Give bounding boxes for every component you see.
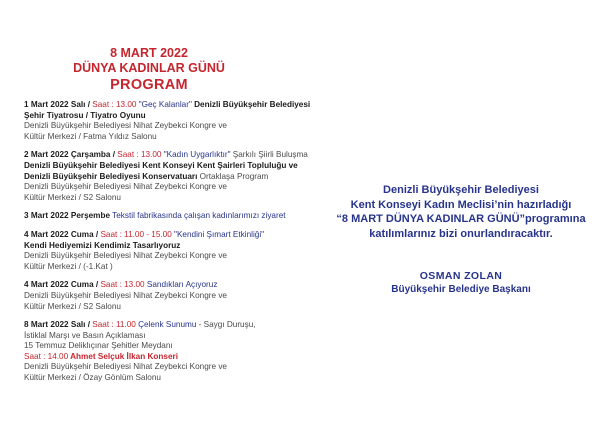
event-line	[24, 111, 314, 122]
event-text-segment: Saat : 13.00	[100, 280, 145, 290]
invitation-column	[316, 183, 606, 297]
event-line	[24, 193, 314, 204]
event-line	[24, 132, 314, 143]
event-text-segment: Denizli Büyükşehir Belediyesi Nihat Zeybekci Kongre ve	[24, 182, 227, 192]
signatory-name: OSMAN ZOLAN	[419, 270, 503, 282]
event-line	[24, 161, 314, 172]
event-text-segment: Ahmet Selçuk İlkan Konseri	[68, 351, 178, 361]
event-line	[24, 373, 314, 384]
event-text-segment: 4 Mart 2022 Cuma /	[24, 280, 101, 290]
event-line	[24, 241, 314, 252]
event-line	[24, 251, 314, 262]
event-text-segment: Şehir Tiyatrosu / Tiyatro Oyunu	[24, 110, 146, 120]
event-line	[24, 150, 314, 161]
event-text-segment: Kültür Merkezi / S2 Salonu	[24, 301, 121, 311]
event-text-segment: İstiklal Marşı ve Basın Açıklaması	[24, 330, 146, 340]
event-line	[24, 262, 314, 273]
event-list	[24, 100, 314, 384]
signatory-title: Büyükşehir Belediye Başkanı	[391, 284, 531, 295]
event-text-segment: Denizli Büyükşehir Belediyesi Nihat Zeybekci Kongre ve	[24, 362, 227, 372]
event-text-segment: Saat : 14.00	[24, 351, 69, 361]
event-text-segment: Denizli Büyükşehir Belediyesi Konservatuarı	[24, 171, 198, 181]
event-text-segment: 15 Temmuz Deliklıçınar Şehitler Meydanı	[24, 341, 173, 351]
event-text-segment: Tekstil fabrikasında çalışan kadınlarımızı ziyaret	[110, 211, 286, 221]
event-text-segment: "Kendini Şımart Etkinliği"	[171, 229, 265, 239]
event-text-segment: Sandıkları Açıyoruz	[144, 280, 218, 290]
event-line	[24, 352, 314, 363]
event-text-segment: 8 Mart 2022 Salı /	[24, 320, 93, 330]
event-line	[24, 331, 314, 342]
event-text-segment: Şarkılı Şiirli Buluşma	[230, 150, 308, 160]
invitation-line-1: Denizli Büyükşehir Belediyesi	[383, 184, 539, 196]
event-line	[24, 280, 314, 291]
event-text-segment: Denizli Büyükşehir Belediyesi Nihat Zeybekci Kongre ve	[24, 121, 227, 131]
event-item	[24, 320, 314, 384]
event-date-heading: 8 MART 2022	[110, 46, 188, 60]
event-line	[24, 302, 314, 313]
invitation-line-3: “8 MART DÜNYA KADINLAR GÜNÜ”programına	[336, 213, 586, 225]
event-text-segment: 2 Mart 2022 Çarşamba /	[24, 150, 118, 160]
event-text-segment: Denizli Büyükşehir Belediyesi Kent Konseyi Kent Şairleri Topluluğu ve	[24, 160, 298, 170]
event-text-segment: "Geç Kalanlar"	[136, 100, 192, 109]
event-item	[24, 150, 314, 203]
event-text-segment: 4 Mart 2022 Cuma /	[24, 229, 101, 239]
event-text-segment: Denizli Büyükşehir Belediyesi Nihat Zeybekci Kongre ve	[24, 251, 227, 261]
event-line	[24, 172, 314, 183]
invitation-line-2: Kent Konseyi Kadın Meclisi’nin hazırladığı	[350, 198, 572, 211]
event-text-segment: Kendi Hediyemizi Kendimiz Tasarlıyoruz	[24, 240, 181, 250]
event-text-segment: - Saygı Duruşu,	[196, 320, 256, 330]
event-text-segment: Saat : 13.00	[117, 150, 162, 160]
event-text-segment: Ortaklaşa Program	[197, 171, 269, 181]
event-text-segment: 1 Mart 2022 Salı /	[24, 100, 93, 109]
event-text-segment: Saat : 11.00	[92, 320, 136, 330]
event-line	[24, 362, 314, 373]
event-item	[24, 100, 314, 142]
event-item	[24, 211, 314, 222]
event-text-segment: Saat : 11.00 - 15.00	[100, 229, 172, 239]
program-heading: PROGRAM	[110, 77, 188, 93]
event-text-segment: 3 Mart 2022 Perşembe	[24, 211, 111, 221]
event-text-segment: Kültür Merkezi / (-1.Kat )	[24, 261, 113, 271]
event-text-segment: Kültür Merkezi / Özay Gönlüm Salonu	[24, 373, 161, 383]
program-column	[24, 46, 314, 392]
event-text-segment: Kültür Merkezi / S2 Salonu	[24, 192, 121, 202]
event-text-segment: Denizli Büyükşehir Belediyesi	[191, 100, 311, 109]
event-line	[24, 320, 314, 331]
event-line	[24, 211, 314, 222]
event-line	[24, 100, 314, 111]
event-line	[24, 230, 314, 241]
event-line	[24, 182, 314, 193]
event-line	[24, 121, 314, 132]
event-line	[24, 341, 314, 352]
event-text-segment: Kültür Merkezi / Fatma Yıldız Salonu	[24, 131, 157, 141]
event-text-segment: Çelenk Sunumu	[135, 320, 197, 330]
event-item	[24, 280, 314, 312]
event-text-segment: Denizli Büyükşehir Belediyesi Nihat Zeybekci Kongre ve	[24, 290, 227, 300]
invitation-line-4: katılımlarınız bizi onurlandıracaktır.	[369, 227, 553, 240]
program-header	[24, 46, 274, 94]
event-line	[24, 291, 314, 302]
event-text-segment: Saat : 13.00	[92, 100, 137, 109]
event-title-heading: DÜNYA KADINLAR GÜNÜ	[73, 61, 225, 75]
event-item	[24, 230, 314, 272]
event-text-segment: "Kadın Uygarlıktır"	[161, 150, 231, 160]
